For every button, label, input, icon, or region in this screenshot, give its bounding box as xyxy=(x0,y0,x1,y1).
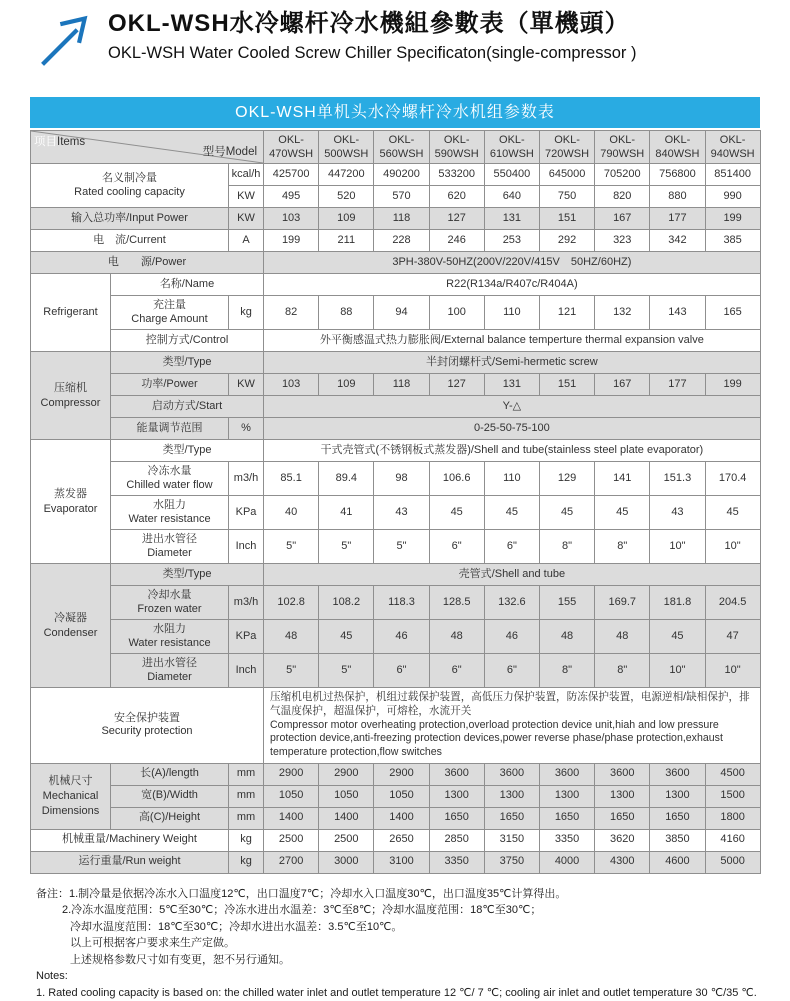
value-cell: 1050 xyxy=(264,785,319,807)
value-cell: 3750 xyxy=(484,851,539,873)
value-cell: 520 xyxy=(319,186,374,208)
value-cell: 253 xyxy=(484,230,539,252)
row-label: 安全保护装置 Security protection xyxy=(31,688,264,764)
model-header-cell: OKL- 470WSH xyxy=(264,131,319,164)
value-cell: 143 xyxy=(650,296,705,330)
value-cell: 131 xyxy=(484,374,539,396)
value-cell: 3150 xyxy=(484,829,539,851)
value-cell: 533200 xyxy=(429,164,484,186)
value-cell: 8" xyxy=(595,530,650,564)
value-cell: 48 xyxy=(595,620,650,654)
value-cell: 40 xyxy=(264,496,319,530)
table-row xyxy=(31,530,761,564)
value-cell: 5" xyxy=(264,654,319,688)
row-label: 类型/Type xyxy=(111,440,264,462)
value-cell: 570 xyxy=(374,186,429,208)
merged-value-cell: Y-△ xyxy=(264,396,761,418)
row-label: 冷冻水量 Chilled water flow xyxy=(111,462,229,496)
value-cell: 3100 xyxy=(374,851,429,873)
value-cell: 1650 xyxy=(595,807,650,829)
row-label: 启动方式/Start xyxy=(111,396,264,418)
value-cell: 128.5 xyxy=(429,586,484,620)
row-group-label: 冷凝器 Condenser xyxy=(31,564,111,688)
value-cell: 103 xyxy=(264,208,319,230)
value-cell: 2900 xyxy=(374,763,429,785)
value-cell: 45 xyxy=(319,620,374,654)
table-row xyxy=(31,586,761,620)
value-cell: 6" xyxy=(429,530,484,564)
unit-cell: KW xyxy=(229,374,264,396)
value-cell: 2500 xyxy=(264,829,319,851)
value-cell: 3600 xyxy=(539,763,594,785)
value-cell: 141 xyxy=(595,462,650,496)
value-cell: 1400 xyxy=(374,807,429,829)
value-cell: 550400 xyxy=(484,164,539,186)
table-row xyxy=(31,208,761,230)
note-line: 以上可根据客户要求来生产定做。 xyxy=(70,937,235,950)
value-cell: 5" xyxy=(319,654,374,688)
table-row xyxy=(31,352,761,374)
model-header-cell: OKL- 840WSH xyxy=(650,131,705,164)
page-title: OKL-WSH水冷螺杆冷水機組參數表（單機頭） xyxy=(108,10,630,37)
value-cell: 495 xyxy=(264,186,319,208)
table-header-row xyxy=(31,131,761,164)
value-cell: 181.8 xyxy=(650,586,705,620)
row-label: 机械重量/Machinery Weight xyxy=(31,829,229,851)
value-cell: 48 xyxy=(429,620,484,654)
unit-cell: KW xyxy=(229,208,264,230)
value-cell: 106.6 xyxy=(429,462,484,496)
value-cell: 4300 xyxy=(595,851,650,873)
model-header-cell: OKL- 590WSH xyxy=(429,131,484,164)
value-cell: 199 xyxy=(705,208,760,230)
value-cell: 109 xyxy=(319,208,374,230)
value-cell: 2900 xyxy=(264,763,319,785)
value-cell: 705200 xyxy=(595,164,650,186)
table-row xyxy=(31,440,761,462)
value-cell: 1300 xyxy=(539,785,594,807)
value-cell: 100 xyxy=(429,296,484,330)
row-label: 功率/Power xyxy=(111,374,229,396)
value-cell: 45 xyxy=(539,496,594,530)
value-cell: 342 xyxy=(650,230,705,252)
value-cell: 121 xyxy=(539,296,594,330)
table-row xyxy=(31,462,761,496)
note-line: 2.冷冻水温度范围：5℃至30℃；冷冻水进出水温差：3℃至8℃；冷却水温度范围：18℃至30℃； xyxy=(62,904,542,917)
table-row xyxy=(31,829,761,851)
note-line: Notes: xyxy=(36,970,68,983)
row-group-label: 蒸发器 Evaporator xyxy=(31,440,111,564)
unit-cell: Inch xyxy=(229,530,264,564)
model-header-cell: OKL- 790WSH xyxy=(595,131,650,164)
value-cell: 3620 xyxy=(595,829,650,851)
value-cell: 109 xyxy=(319,374,374,396)
table-row xyxy=(31,763,761,785)
value-cell: 10" xyxy=(650,530,705,564)
value-cell: 880 xyxy=(650,186,705,208)
value-cell: 118 xyxy=(374,208,429,230)
value-cell: 1400 xyxy=(319,807,374,829)
row-group-label: Refrigerant xyxy=(31,274,111,352)
value-cell: 85.1 xyxy=(264,462,319,496)
value-cell: 118 xyxy=(374,374,429,396)
unit-cell: mm xyxy=(229,807,264,829)
table-row xyxy=(31,620,761,654)
value-cell: 4500 xyxy=(705,763,760,785)
model-header-cell: OKL- 610WSH xyxy=(484,131,539,164)
value-cell: 177 xyxy=(650,208,705,230)
table-banner: OKL-WSH单机头水冷螺杆冷水机组参数表 xyxy=(30,97,760,128)
value-cell: 620 xyxy=(429,186,484,208)
value-cell: 820 xyxy=(595,186,650,208)
unit-cell: kg xyxy=(229,829,264,851)
value-cell: 45 xyxy=(705,496,760,530)
value-cell: 3600 xyxy=(429,763,484,785)
row-label: 类型/Type xyxy=(111,352,264,374)
table-row xyxy=(31,418,761,440)
merged-value-cell: R22(R134a/R407c/R404A) xyxy=(264,274,761,296)
row-label: 输入总功率/Input Power xyxy=(31,208,229,230)
value-cell: 1300 xyxy=(650,785,705,807)
value-cell: 204.5 xyxy=(705,586,760,620)
value-cell: 199 xyxy=(264,230,319,252)
value-cell: 490200 xyxy=(374,164,429,186)
value-cell: 127 xyxy=(429,208,484,230)
value-cell: 132 xyxy=(595,296,650,330)
row-label: 进出水管径 Diameter xyxy=(111,530,229,564)
row-label: 类型/Type xyxy=(111,564,264,586)
value-cell: 46 xyxy=(484,620,539,654)
value-cell: 165 xyxy=(705,296,760,330)
value-cell: 1650 xyxy=(429,807,484,829)
value-cell: 851400 xyxy=(705,164,760,186)
value-cell: 170.4 xyxy=(705,462,760,496)
table-row xyxy=(31,688,761,764)
value-cell: 82 xyxy=(264,296,319,330)
value-cell: 3600 xyxy=(650,763,705,785)
page-subtitle: OKL-WSH Water Cooled Screw Chiller Specificaton(single-compressor ) xyxy=(108,44,637,62)
row-label: 长(A)/length xyxy=(111,763,229,785)
value-cell: 155 xyxy=(539,586,594,620)
value-cell: 2650 xyxy=(374,829,429,851)
merged-value-cell: 半封闭螺杆式/Semi-hermetic screw xyxy=(264,352,761,374)
value-cell: 5" xyxy=(264,530,319,564)
value-cell: 2700 xyxy=(264,851,319,873)
value-cell: 1650 xyxy=(484,807,539,829)
unit-cell: kg xyxy=(229,296,264,330)
value-cell: 89.4 xyxy=(319,462,374,496)
value-cell: 228 xyxy=(374,230,429,252)
value-cell: 45 xyxy=(650,620,705,654)
value-cell: 750 xyxy=(539,186,594,208)
value-cell: 46 xyxy=(374,620,429,654)
unit-cell: kcal/h xyxy=(229,164,264,186)
value-cell: 169.7 xyxy=(595,586,650,620)
value-cell: 645000 xyxy=(539,164,594,186)
table-row xyxy=(31,252,761,274)
value-cell: 1500 xyxy=(705,785,760,807)
value-cell: 8" xyxy=(539,654,594,688)
value-cell: 47 xyxy=(705,620,760,654)
value-cell: 48 xyxy=(539,620,594,654)
value-cell: 1300 xyxy=(484,785,539,807)
value-cell: 3350 xyxy=(539,829,594,851)
value-cell: 2850 xyxy=(429,829,484,851)
note-line: 上述规格参数尺寸如有变更，恕不另行通知。 xyxy=(70,953,290,966)
value-cell: 2500 xyxy=(319,829,374,851)
value-cell: 167 xyxy=(595,374,650,396)
table-corner-cell xyxy=(31,131,264,164)
value-cell: 45 xyxy=(595,496,650,530)
value-cell: 6" xyxy=(484,530,539,564)
value-cell: 5000 xyxy=(705,851,760,873)
table-row xyxy=(31,785,761,807)
value-cell: 8" xyxy=(595,654,650,688)
spec-table xyxy=(30,130,761,874)
value-cell: 1400 xyxy=(264,807,319,829)
value-cell: 2900 xyxy=(319,763,374,785)
unit-cell: A xyxy=(229,230,264,252)
value-cell: 129 xyxy=(539,462,594,496)
value-cell: 1300 xyxy=(429,785,484,807)
row-label: 名称/Name xyxy=(111,274,264,296)
row-label: 电 源/Power xyxy=(31,252,264,274)
row-group-label: 压缩机 Compressor xyxy=(31,352,111,440)
row-label: 运行重量/Run weight xyxy=(31,851,229,873)
value-cell: 3350 xyxy=(429,851,484,873)
unit-cell: Inch xyxy=(229,654,264,688)
note-line: 1. Rated cooling capacity is based on: the chilled water inlet and outlet temperature 12 ℃/ 7 ℃; cooling air inlet and outlet temperature 30 ℃/35 ℃. xyxy=(36,986,757,999)
value-cell: 292 xyxy=(539,230,594,252)
value-cell: 990 xyxy=(705,186,760,208)
table-row xyxy=(31,396,761,418)
value-cell: 41 xyxy=(319,496,374,530)
value-cell: 98 xyxy=(374,462,429,496)
value-cell: 45 xyxy=(429,496,484,530)
value-cell: 167 xyxy=(595,208,650,230)
value-cell: 48 xyxy=(264,620,319,654)
value-cell: 132.6 xyxy=(484,586,539,620)
value-cell: 10" xyxy=(705,654,760,688)
value-cell: 45 xyxy=(484,496,539,530)
value-cell: 151 xyxy=(539,208,594,230)
value-cell: 246 xyxy=(429,230,484,252)
table-row xyxy=(31,564,761,586)
value-cell: 6" xyxy=(374,654,429,688)
value-cell: 8" xyxy=(539,530,594,564)
unit-cell: m3/h xyxy=(229,462,264,496)
value-cell: 43 xyxy=(374,496,429,530)
title-block xyxy=(108,8,636,64)
value-cell: 1650 xyxy=(539,807,594,829)
value-cell: 425700 xyxy=(264,164,319,186)
row-label: 水阻力 Water resistance xyxy=(111,496,229,530)
model-header-cell: OKL- 940WSH xyxy=(705,131,760,164)
items-label: 项目Items xyxy=(34,136,86,148)
value-cell: 6" xyxy=(484,654,539,688)
merged-value-cell xyxy=(264,688,761,764)
row-label: 水阻力 Water resistance xyxy=(111,620,229,654)
row-group-label: 机械尺寸 Mechanical Dimensions xyxy=(31,763,111,829)
row-label: 名义制冷量 Rated cooling capacity xyxy=(31,164,229,208)
value-cell: 1300 xyxy=(595,785,650,807)
unit-cell: KPa xyxy=(229,496,264,530)
value-cell: 5" xyxy=(374,530,429,564)
value-cell: 10" xyxy=(650,654,705,688)
row-label: 进出水管径 Diameter xyxy=(111,654,229,688)
value-cell: 10" xyxy=(705,530,760,564)
value-cell: 151 xyxy=(539,374,594,396)
value-cell: 211 xyxy=(319,230,374,252)
value-cell: 94 xyxy=(374,296,429,330)
unit-cell: mm xyxy=(229,785,264,807)
unit-cell: m3/h xyxy=(229,586,264,620)
value-cell: 151.3 xyxy=(650,462,705,496)
merged-value-cell: 3PH-380V-50HZ(200V/220V/415V 50HZ/60HZ) xyxy=(264,252,761,274)
value-cell: 103 xyxy=(264,374,319,396)
value-cell: 131 xyxy=(484,208,539,230)
value-cell: 102.8 xyxy=(264,586,319,620)
table-row xyxy=(31,330,761,352)
model-header-cell: OKL- 500WSH xyxy=(319,131,374,164)
value-cell: 640 xyxy=(484,186,539,208)
row-label: 控制方式/Control xyxy=(111,330,264,352)
unit-cell: KPa xyxy=(229,620,264,654)
merged-value-line: Compressor motor overheating protection,overload protection device unit,hiah and low pressure protection device,anti-freezing protection devices,power reverse phase/phase protection,exhaust temperature protection,flow switches xyxy=(270,718,723,759)
value-cell: 110 xyxy=(484,462,539,496)
value-cell: 1650 xyxy=(650,807,705,829)
unit-cell: % xyxy=(229,418,264,440)
merged-value-cell: 外平衡感温式热力膨胀阀/External balance temperture thermal expansion valve xyxy=(264,330,761,352)
value-cell: 756800 xyxy=(650,164,705,186)
up-right-arrow-icon xyxy=(36,12,94,75)
model-header-cell: OKL- 720WSH xyxy=(539,131,594,164)
row-label: 能量调节范围 xyxy=(111,418,229,440)
merged-value-cell: 壳管式/Shell and tube xyxy=(264,564,761,586)
value-cell: 108.2 xyxy=(319,586,374,620)
merged-value-cell: 0-25-50-75-100 xyxy=(264,418,761,440)
table-row xyxy=(31,851,761,873)
value-cell: 118.3 xyxy=(374,586,429,620)
table-row xyxy=(31,807,761,829)
value-cell: 3000 xyxy=(319,851,374,873)
value-cell: 447200 xyxy=(319,164,374,186)
value-cell: 1050 xyxy=(374,785,429,807)
row-label: 宽(B)/Width xyxy=(111,785,229,807)
unit-cell: mm xyxy=(229,763,264,785)
value-cell: 127 xyxy=(429,374,484,396)
notes xyxy=(36,886,790,1001)
model-header-cell: OKL- 560WSH xyxy=(374,131,429,164)
value-cell: 4160 xyxy=(705,829,760,851)
unit-cell: KW xyxy=(229,186,264,208)
note-line: 冷却水温度范围：18℃至30℃；冷却水进出水温差：3.5℃至10℃。 xyxy=(70,920,403,933)
row-label: 高(C)/Height xyxy=(111,807,229,829)
value-cell: 177 xyxy=(650,374,705,396)
value-cell: 3600 xyxy=(595,763,650,785)
unit-cell: kg xyxy=(229,851,264,873)
model-label: 型号Model xyxy=(202,145,258,158)
table-row xyxy=(31,296,761,330)
value-cell: 3850 xyxy=(650,829,705,851)
value-cell: 199 xyxy=(705,374,760,396)
table-row xyxy=(31,274,761,296)
row-label: 冷却水量 Frozen water xyxy=(111,586,229,620)
value-cell: 1050 xyxy=(319,785,374,807)
value-cell: 4600 xyxy=(650,851,705,873)
table-row xyxy=(31,164,761,186)
row-label: 充注量 Charge Amount xyxy=(111,296,229,330)
page-header xyxy=(0,0,790,75)
value-cell: 4000 xyxy=(539,851,594,873)
value-cell: 5" xyxy=(319,530,374,564)
value-cell: 110 xyxy=(484,296,539,330)
merged-value-cell: 干式壳管式(不锈钢板式蒸发器)/Shell and tube(stainless steel plate evaporator) xyxy=(264,440,761,462)
table-row xyxy=(31,496,761,530)
value-cell: 323 xyxy=(595,230,650,252)
table-row xyxy=(31,654,761,688)
value-cell: 6" xyxy=(429,654,484,688)
value-cell: 385 xyxy=(705,230,760,252)
note-line: 备注：1.制冷量是依据冷冻水入口温度12℃，出口温度7℃；冷却水入口温度30℃，出口温度35℃计算得出。 xyxy=(36,887,567,900)
table-row xyxy=(31,230,761,252)
value-cell: 88 xyxy=(319,296,374,330)
value-cell: 3600 xyxy=(484,763,539,785)
merged-value-line: 压缩机电机过热保护，机组过载保护装置，高低压力保护装置，防冻保护装置，电源逆相/缺相保护，排气温度保护，超温保护，可熔栓，水流开关 xyxy=(270,691,750,717)
row-label: 电 流/Current xyxy=(31,230,229,252)
table-row xyxy=(31,374,761,396)
value-cell: 43 xyxy=(650,496,705,530)
value-cell: 1800 xyxy=(705,807,760,829)
